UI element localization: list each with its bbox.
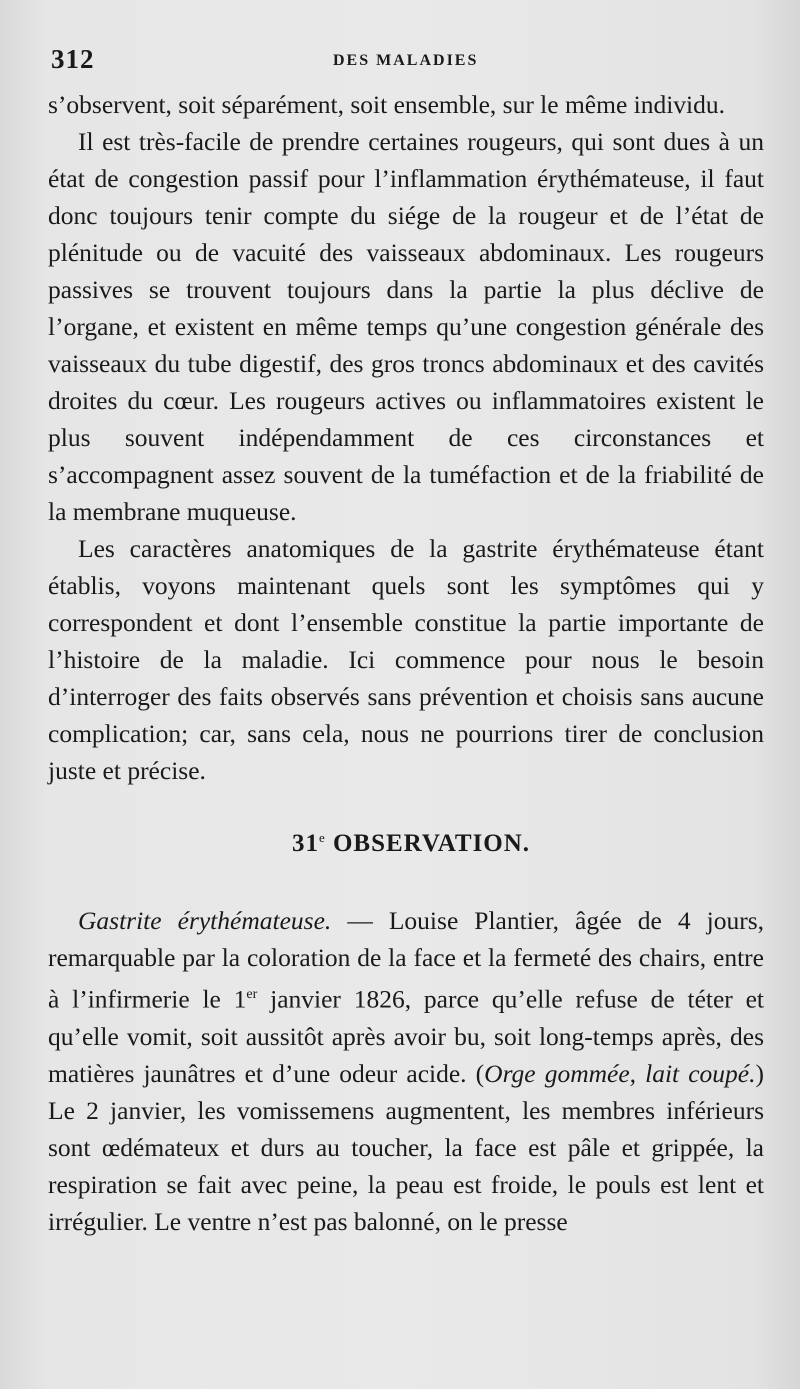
observation-number: 31 [291, 830, 319, 857]
case-intro: — Louise Plantier, âgée de 4 jours, remarquable par la coloration de la face et la fermeté des chairs, entre à l’infirmerie le 1 [48, 906, 765, 1014]
observation-heading [58, 819, 764, 862]
page-header [48, 38, 764, 72]
case-title: Gastrite érythémateuse. [78, 906, 332, 935]
case-after-date: janvier 1826, parce qu’elle refuse de téter et qu’elle vomit, soit aussitôt après avoir bu, soit long-temps après, des matières jaunâtres et d’une odeur acide. ( [48, 984, 764, 1088]
observation-title: OBSERVATION. [332, 830, 531, 857]
date-ordinal: er [246, 987, 258, 1002]
paragraph-continuation: s’observent, soit séparément, soit ensemble, sur le même individu. [48, 90, 726, 119]
paragraph-caracteres: Les caractères anatomiques de la gastrite érythémateuse étant établis, voyons maintenant quels sont les symptômes qui y correspondent et dont l’ensemble constitue la partie importante de l’histoire de la maladie. Ici commence pour nous le besoin d’interroger des faits observés sans prévention et choisis sans aucune complication; car, sans cela, nous ne pourrions tirer de conclusion juste et précise. [48, 534, 764, 785]
page-number: 312 [51, 44, 95, 74]
case-treatment: Orge gommée, lait coupé. [484, 1058, 756, 1088]
body-text [48, 86, 764, 1240]
case-rest: ) Le 2 janvier, les vomissemens augmentent, les membres inférieurs sont œdémateux et durs au toucher, la face est pâle et grippée, la respiration se fait avec peine, la peau est froide, le pouls est lent et irrégulier. Le ventre n’est pas balonné, on le presse [48, 1058, 765, 1236]
paragraph-rougeurs: Il est très-facile de prendre certaines rougeurs, qui sont dues à un état de congestion passif pour l’inflammation érythémateuse, il faut donc toujours tenir compte du siége de la rougeur et de l’état de plénitude ou de vacuité des vaisseaux abdominaux. Les rougeurs passives se trouvent toujours dans la partie la plus déclive de l’organe, et existent en même temps qu’une congestion générale des vaisseaux du tube digestif, des gros troncs abdominaux et des cavités droites du cœur. Les rougeurs actives ou inflammatoires existent le plus souvent indépendamment de ces circonstances et s’accompagnent assez souvent de la tuméfaction et de la friabilité de la membrane muqueuse. [48, 127, 764, 526]
case-paragraph [48, 902, 764, 1240]
observation-number-suffix: e [318, 830, 326, 845]
running-head: DES MALADIES [333, 52, 479, 69]
